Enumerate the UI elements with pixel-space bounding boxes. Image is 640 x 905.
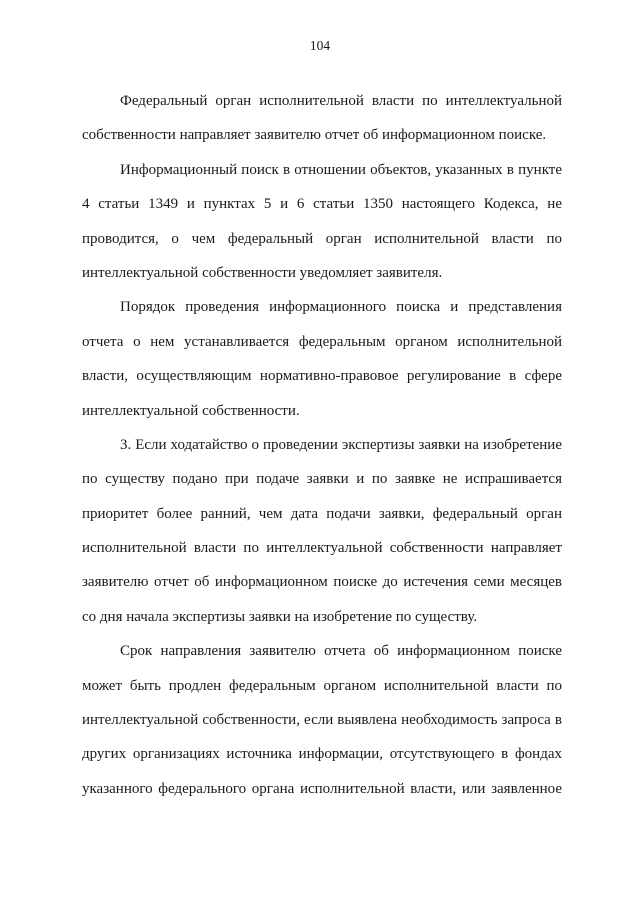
- paragraph: [82, 153, 562, 291]
- paragraph: [82, 634, 562, 806]
- text-line: интеллектуальной собственности уведомляет заявителя.: [82, 264, 443, 281]
- text-line: других организациях источника информации, отсутствующего в фондах: [82, 746, 562, 763]
- text-line: интеллектуальной собственности, если выявлена необходимость запроса в: [82, 712, 562, 729]
- text-line: приоритет более ранний, чем дата подачи заявки, федеральный орган: [82, 505, 562, 522]
- text-line: по существу подано при подаче заявки и по заявке не испрашивается: [82, 471, 562, 488]
- text-line: Информационный поиск в отношении объектов, указанных в пункте: [120, 161, 562, 178]
- text-line: Порядок проведения информационного поиска и представления: [120, 299, 562, 316]
- text-line: может быть продлен федеральным органом исполнительной власти по: [82, 677, 562, 694]
- text-line: указанного федерального органа исполнительной власти, или заявленное: [82, 780, 562, 797]
- text-line: интеллектуальной собственности.: [82, 402, 300, 419]
- text-line: исполнительной власти по интеллектуальной собственности направляет: [82, 540, 562, 557]
- page-number: 104: [309, 38, 331, 53]
- text-line: заявителю отчет об информационном поиске до истечения семи месяцев: [82, 574, 562, 591]
- paragraph: [82, 428, 562, 634]
- text-line: Срок направления заявителю отчета об информационном поиске: [120, 643, 562, 660]
- document-body: [82, 84, 562, 806]
- text-line: проводится, о чем федеральный орган исполнительной власти по: [82, 230, 562, 247]
- text-line: Федеральный орган исполнительной власти по интеллектуальной: [120, 93, 562, 109]
- text-line: 3. Если ходатайство о проведении экспертизы заявки на изобретение: [120, 436, 562, 453]
- paragraph: [82, 84, 562, 153]
- text-line: со дня начала экспертизы заявки на изобретение по существу.: [82, 608, 478, 625]
- text-line: отчета о нем устанавливается федеральным органом исполнительной: [82, 333, 562, 350]
- text-line: собственности направляет заявителю отчет об информационном поиске.: [82, 127, 547, 144]
- paragraph: [82, 290, 562, 428]
- text-line: власти, осуществляющим нормативно-правовое регулирование в сфере: [82, 368, 562, 385]
- text-line: 4 статьи 1349 и пунктах 5 и 6 статьи 1350 настоящего Кодекса, не: [82, 196, 562, 213]
